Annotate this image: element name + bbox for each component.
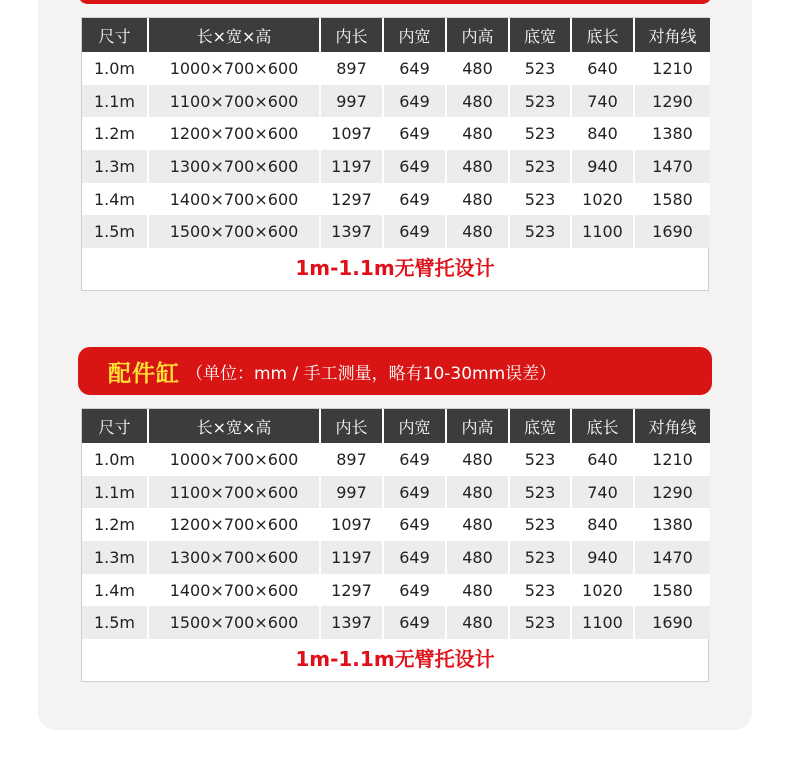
table-cell: 1300×700×600 [148, 150, 320, 183]
table-body [82, 52, 710, 248]
size-table-2 [81, 408, 709, 682]
table-cell: 649 [383, 541, 446, 574]
table-row [82, 117, 710, 150]
table-cell: 1.2m [82, 117, 148, 150]
table-cell: 649 [383, 574, 446, 607]
table-cell: 1690 [634, 215, 710, 248]
table-cell: 997 [320, 85, 383, 118]
table-cell: 480 [446, 215, 509, 248]
table-cell: 1.5m [82, 215, 148, 248]
design-note: 1m-1.1m无臂托设计 [295, 647, 495, 672]
header-cell: 内长 [320, 18, 383, 52]
table-cell: 1470 [634, 150, 710, 183]
table-cell: 649 [383, 183, 446, 216]
table-cell: 1297 [320, 183, 383, 216]
header-cell: 尺寸 [82, 409, 148, 443]
header-cell: 底宽 [509, 409, 571, 443]
table-cell: 523 [509, 117, 571, 150]
table-cell: 840 [571, 117, 634, 150]
table-cell: 649 [383, 508, 446, 541]
table-row [82, 574, 710, 607]
table-row [82, 52, 710, 85]
header-cell: 内高 [446, 18, 509, 52]
table-cell: 1470 [634, 541, 710, 574]
table-cell: 523 [509, 443, 571, 476]
table-cell: 1.3m [82, 541, 148, 574]
header-cell: 内高 [446, 409, 509, 443]
table-cell: 523 [509, 476, 571, 509]
table-cell: 1290 [634, 85, 710, 118]
table-cell: 480 [446, 476, 509, 509]
table-cell: 1290 [634, 476, 710, 509]
table-cell: 1.1m [82, 85, 148, 118]
section-title: 配件缸 [108, 360, 180, 387]
table-row [82, 508, 710, 541]
table-cell: 1.0m [82, 52, 148, 85]
table-cell: 523 [509, 183, 571, 216]
table-row [82, 606, 710, 639]
header-cell: 底长 [571, 409, 634, 443]
table-cell: 480 [446, 183, 509, 216]
header-cell: 对角线 [634, 18, 710, 52]
table-cell: 840 [571, 508, 634, 541]
design-note: 1m-1.1m无臂托设计 [295, 256, 495, 281]
table-cell: 523 [509, 574, 571, 607]
table-row [82, 215, 710, 248]
table-cell: 1000×700×600 [148, 52, 320, 85]
table-cell: 1.4m [82, 183, 148, 216]
table-cell: 649 [383, 117, 446, 150]
table-cell: 649 [383, 606, 446, 639]
table-cell: 1380 [634, 508, 710, 541]
table-cell: 523 [509, 606, 571, 639]
header-cell: 对角线 [634, 409, 710, 443]
table-cell: 1400×700×600 [148, 183, 320, 216]
header-cell: 底宽 [509, 18, 571, 52]
header-cell: 长×宽×高 [148, 18, 320, 52]
table-cell: 1197 [320, 541, 383, 574]
table-header-row [82, 18, 710, 52]
table-cell: 897 [320, 52, 383, 85]
table-cell: 1300×700×600 [148, 541, 320, 574]
table-cell: 1200×700×600 [148, 117, 320, 150]
table-row [82, 183, 710, 216]
table-cell: 1580 [634, 574, 710, 607]
table-cell: 1500×700×600 [148, 215, 320, 248]
size-table-1 [81, 17, 709, 291]
header-cell: 尺寸 [82, 18, 148, 52]
table-cell: 649 [383, 443, 446, 476]
table-cell: 1400×700×600 [148, 574, 320, 607]
header-cell: 底长 [571, 18, 634, 52]
table-cell: 1297 [320, 574, 383, 607]
section-subtitle: （单位：mm / 手工测量，略有10-30mm误差） [186, 363, 557, 384]
table-row [82, 443, 710, 476]
table-row [82, 541, 710, 574]
table-cell: 640 [571, 52, 634, 85]
table-cell: 1097 [320, 508, 383, 541]
table-row [82, 150, 710, 183]
table-cell: 940 [571, 150, 634, 183]
table-cell: 1.1m [82, 476, 148, 509]
table-cell: 640 [571, 443, 634, 476]
table-cell: 1380 [634, 117, 710, 150]
table-cell: 649 [383, 52, 446, 85]
table-cell: 1210 [634, 443, 710, 476]
header-cell: 内宽 [383, 409, 446, 443]
table-cell: 1100 [571, 606, 634, 639]
table-cell: 523 [509, 150, 571, 183]
table-cell: 480 [446, 541, 509, 574]
table-cell: 649 [383, 85, 446, 118]
table-cell: 1020 [571, 183, 634, 216]
top-header-bar [78, 0, 712, 4]
table-cell: 1580 [634, 183, 710, 216]
table-cell: 1100 [571, 215, 634, 248]
table-cell: 480 [446, 443, 509, 476]
size-table-1-grid [82, 18, 710, 248]
section-title-bar [78, 347, 712, 395]
table-cell: 523 [509, 541, 571, 574]
table-cell: 1020 [571, 574, 634, 607]
table-cell: 897 [320, 443, 383, 476]
header-cell: 长×宽×高 [148, 409, 320, 443]
table-cell: 1.4m [82, 574, 148, 607]
table-cell: 1690 [634, 606, 710, 639]
table-cell: 940 [571, 541, 634, 574]
header-cell: 内宽 [383, 18, 446, 52]
table-cell: 1.2m [82, 508, 148, 541]
table-cell: 1100×700×600 [148, 476, 320, 509]
table-cell: 480 [446, 52, 509, 85]
table-cell: 1.0m [82, 443, 148, 476]
table-cell: 649 [383, 476, 446, 509]
table-cell: 1210 [634, 52, 710, 85]
header-cell: 内长 [320, 409, 383, 443]
table-cell: 523 [509, 85, 571, 118]
table-cell: 1.5m [82, 606, 148, 639]
table-cell: 740 [571, 85, 634, 118]
table-cell: 480 [446, 574, 509, 607]
size-table-2-grid [82, 409, 710, 639]
table-cell: 1197 [320, 150, 383, 183]
table-cell: 997 [320, 476, 383, 509]
table-row [82, 85, 710, 118]
table-row [82, 476, 710, 509]
table-header-row [82, 409, 710, 443]
table-cell: 480 [446, 508, 509, 541]
table-cell: 480 [446, 606, 509, 639]
table-cell: 1000×700×600 [148, 443, 320, 476]
table-cell: 1200×700×600 [148, 508, 320, 541]
table-cell: 480 [446, 117, 509, 150]
table-cell: 523 [509, 508, 571, 541]
table-cell: 523 [509, 215, 571, 248]
table-cell: 480 [446, 150, 509, 183]
table-cell: 649 [383, 215, 446, 248]
table-body [82, 443, 710, 639]
table-cell: 649 [383, 150, 446, 183]
table-cell: 523 [509, 52, 571, 85]
table-cell: 480 [446, 85, 509, 118]
table-cell: 1100×700×600 [148, 85, 320, 118]
table-cell: 1097 [320, 117, 383, 150]
table-cell: 1397 [320, 606, 383, 639]
table-cell: 1500×700×600 [148, 606, 320, 639]
table-cell: 1397 [320, 215, 383, 248]
table-cell: 1.3m [82, 150, 148, 183]
table-cell: 740 [571, 476, 634, 509]
